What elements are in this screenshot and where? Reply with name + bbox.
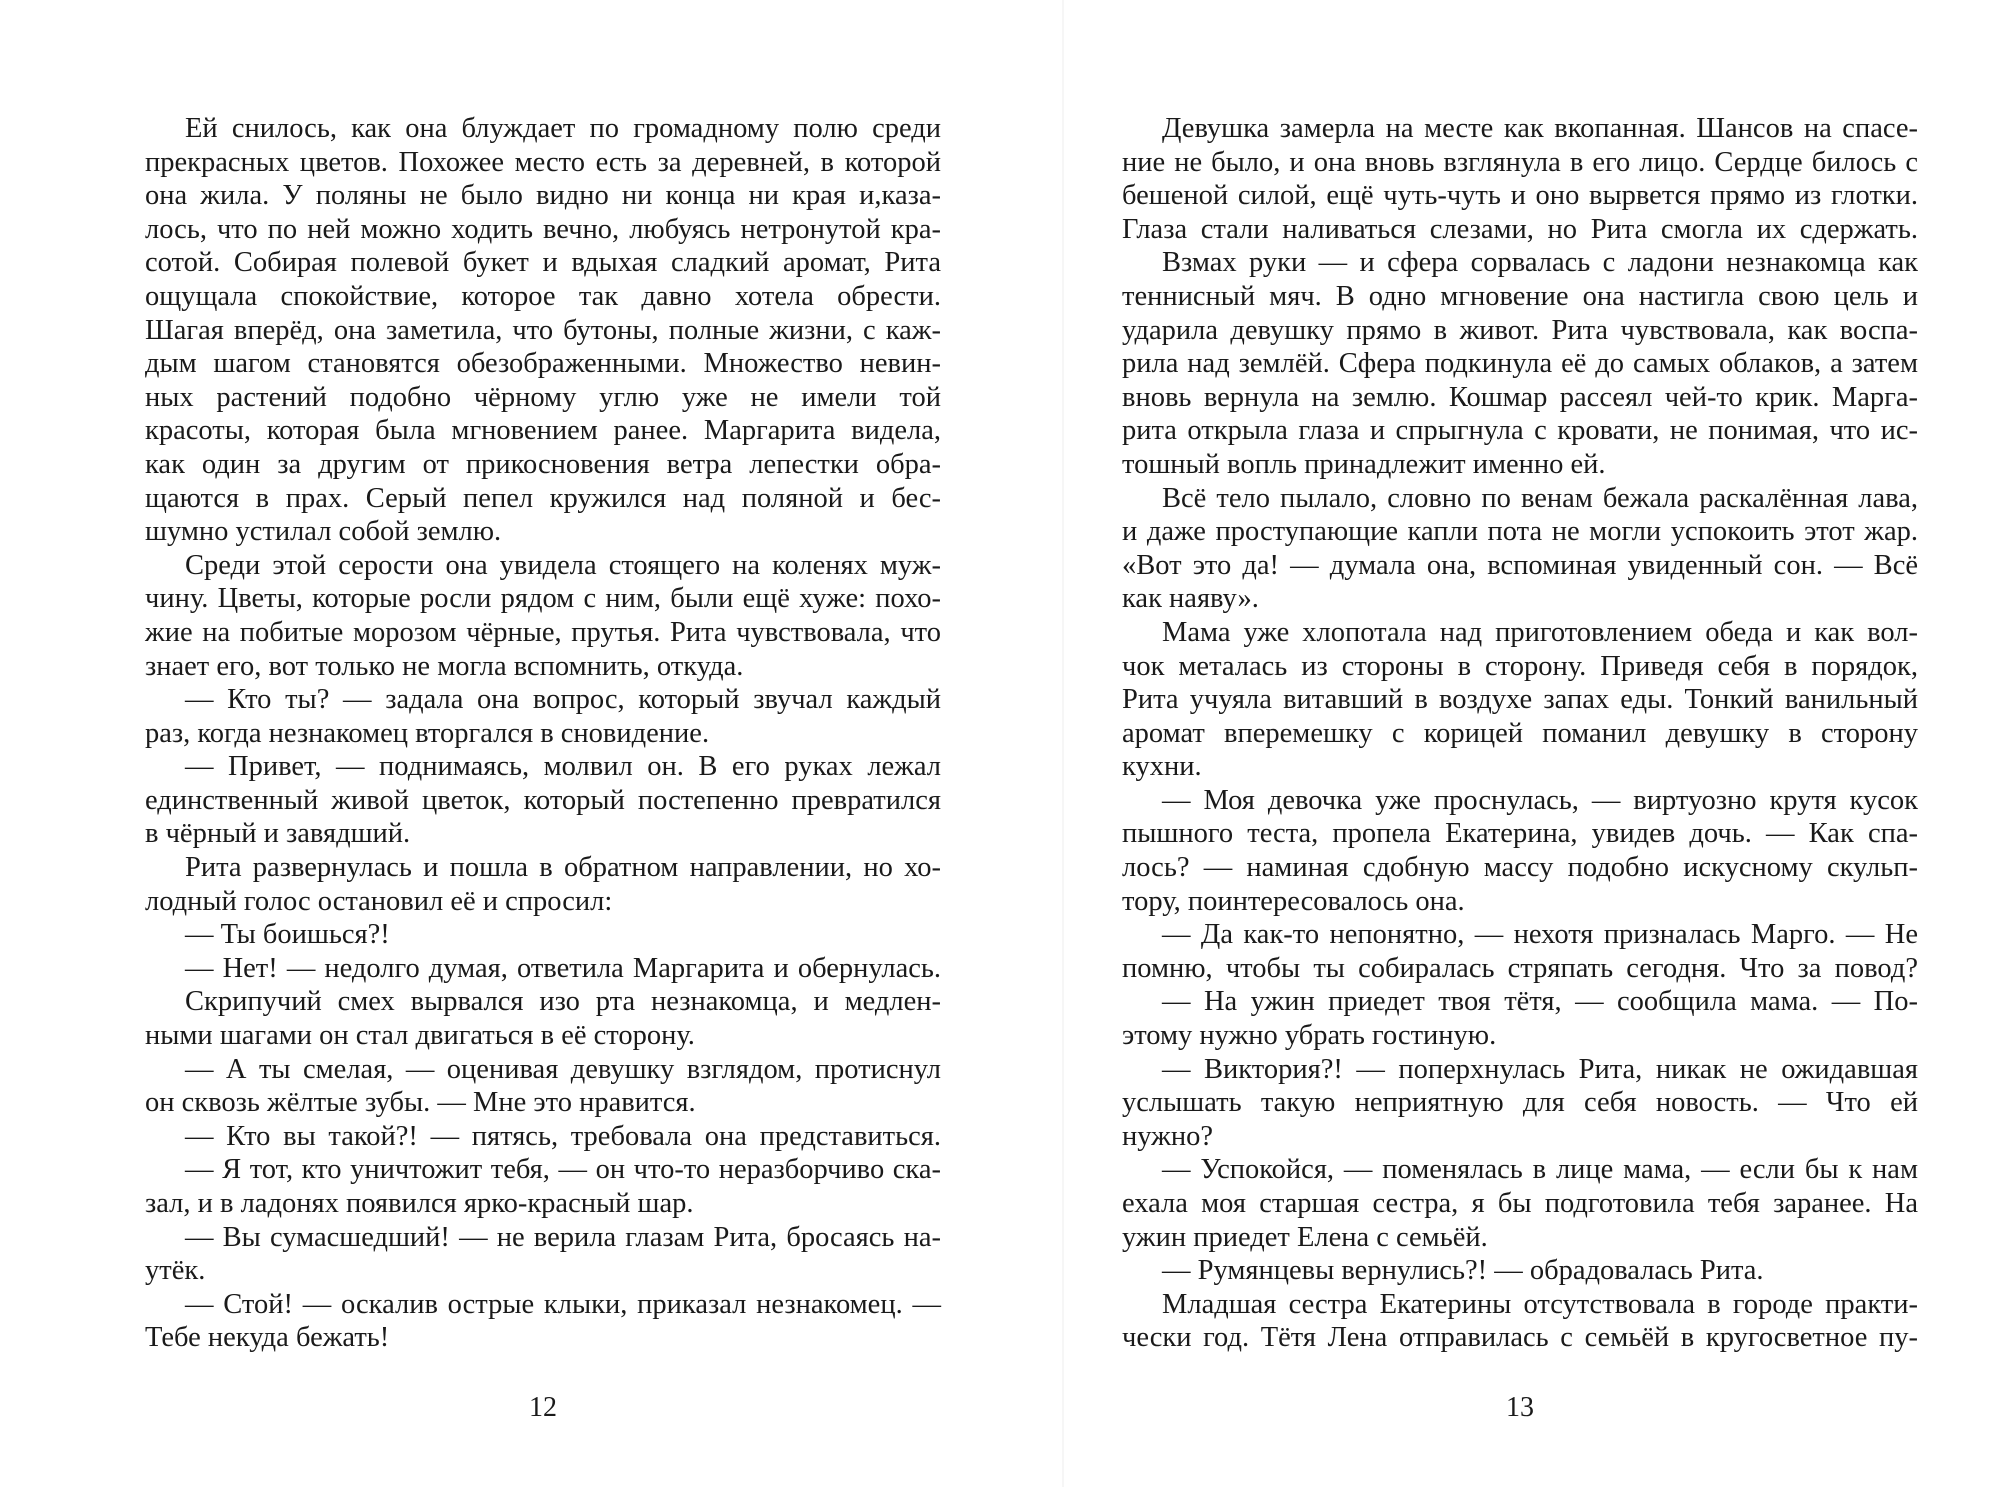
text-line: этому нужно убрать гостиную.	[1122, 1020, 1497, 1052]
text-line: Девушка замерла на месте как вкопанная. Шансов на спасе-	[1162, 113, 1918, 144]
text-line: чок металась из стороны в сторону. Приведя себя в порядок,	[1122, 650, 1918, 682]
text-line: Скрипучий смех вырвался изо рта незнакомца, и медлен-	[185, 986, 941, 1018]
text-line: Всё тело пылало, словно по венам бежала раскалённая лава,	[1162, 482, 1918, 514]
text-line: рила над землёй. Сфера подкинула её до самых облаков, а затем	[1122, 348, 1918, 380]
text-line: он сквозь жёлтые зубы. — Мне это нравится.	[145, 1087, 696, 1119]
text-line: чину. Цветы, которые росли рядом с ним, были ещё хуже: похо-	[145, 583, 941, 615]
text-line: Рита развернулась и пошла в обратном направлении, но хо-	[185, 852, 941, 884]
text-line: раз, когда незнакомец вторгался в сновидение.	[145, 717, 710, 749]
text-line: Ей снилось, как она блуждает по громадному полю среди	[185, 113, 941, 144]
text-line: — Стой! — оскалив острые клыки, приказал незнакомец. —	[185, 1288, 941, 1320]
text-line: — Моя девочка уже проснулась, — виртуозно крутя кусок	[1162, 784, 1918, 816]
text-line: Рита учуяла витавший в воздухе запах еды. Тонкий ванильный	[1122, 684, 1918, 716]
text-line: — Успокойся, — поменялась в лице мама, — если бы к нам	[1162, 1154, 1918, 1186]
text-line: жие на побитые морозом чёрные, прутья. Рита чувствовала, что	[145, 616, 941, 648]
text-line: Тебе некуда бежать!	[145, 1322, 390, 1354]
text-line: — Вы сумасшедший! — не верила глазам Рита, бросаясь на-	[185, 1221, 941, 1253]
text-line: ехала моя старшая сестра, я бы подготовила тебя заранее. На	[1122, 1188, 1918, 1219]
text-line: красоты, которая была мгновением ранее. Маргарита видела,	[145, 415, 941, 447]
left-page-number: 12	[529, 1392, 557, 1423]
text-line: — Ты боишься?!	[185, 919, 390, 951]
text-line: зал, и в ладонях появился ярко-красный шар.	[145, 1188, 694, 1219]
text-line: чески год. Тётя Лена отправилась с семьёй в кругосветное пу-	[1122, 1322, 1918, 1354]
text-line: Взмах руки — и сфера сорвалась с ладони незнакомца как	[1162, 247, 1918, 279]
text-line: ощущала спокойствие, которое так давно хотела обрести.	[145, 280, 941, 312]
text-line: лось? — наминая сдобную массу подобно искусному скульп-	[1122, 852, 1918, 884]
text-line: ужин приедет Елена с семьёй.	[1122, 1221, 1488, 1253]
text-line: тошный вопль принадлежит именно ей.	[1122, 448, 1606, 480]
text-line: — На ужин приедет твоя тётя, — сообщила мама. — По-	[1162, 986, 1918, 1018]
text-line: — Виктория?! — поперхнулась Рита, никак не ожидавшая	[1162, 1053, 1918, 1085]
text-line: лось, что по ней можно ходить вечно, любуясь нетронутой кра-	[145, 213, 941, 245]
text-line: ударила девушку прямо в живот. Рита чувствовала, как воспа-	[1122, 314, 1918, 346]
text-line: прекрасных цветов. Похожее место есть за деревней, в которой	[145, 146, 941, 178]
text-line: сотой. Собирая полевой букет и вдыхая сладкий аромат, Рита	[145, 247, 941, 279]
text-line: «Вот это да! — думала она, вспоминая увиденный сон. — Всё	[1122, 549, 1918, 581]
text-line: шумно устилал собой землю.	[145, 516, 502, 548]
text-line: щаются в прах. Серый пепел кружился над поляной и бес-	[145, 482, 941, 514]
text-line: теннисный мяч. В одно мгновение она настигла свою цель и	[1122, 280, 1918, 312]
text-line: ными шагами он стал двигаться в её сторону.	[145, 1020, 695, 1052]
right-page-number: 13	[1506, 1392, 1534, 1423]
text-line: Мама уже хлопотала над приготовлением обеда и как вол-	[1162, 616, 1918, 648]
text-line: вновь вернула на землю. Кошмар рассеял чей-то крик. Марга-	[1122, 381, 1918, 413]
text-line: как наяву».	[1122, 583, 1259, 615]
text-line: ние не было, и она вновь взглянула в его лицо. Сердце билось с	[1122, 146, 1918, 178]
text-line: лодный голос остановил её и спросил:	[145, 885, 613, 917]
text-line: в чёрный и завядший.	[145, 818, 411, 850]
text-line: Глаза стали наливаться слезами, но Рита смогла их сдержать.	[1122, 213, 1918, 245]
text-line: дым шагом становятся обезображенными. Множество невин-	[145, 348, 941, 380]
text-line: Младшая сестра Екатерины отсутствовала в городе практи-	[1162, 1288, 1918, 1320]
text-line: как один за другим от прикосновения ветра лепестки обра-	[145, 448, 941, 480]
text-line: — Кто ты? — задала она вопрос, который звучал каждый	[185, 684, 941, 716]
text-line: — Румянцевы вернулись?! — обрадовалась Рита.	[1162, 1255, 1764, 1287]
text-line: утёк.	[145, 1255, 206, 1287]
text-line: бешеной силой, ещё чуть-чуть и оно вырвется прямо из глотки.	[1122, 180, 1918, 212]
text-line: услышать такую неприятную для себя новость. — Что ей	[1122, 1087, 1918, 1119]
text-line: и даже проступающие капли пота не могли успокоить этот жар.	[1122, 516, 1918, 548]
text-line: — Нет! — недолго думая, ответила Маргарита и обернулась.	[185, 952, 941, 984]
text-line: Среди этой серости она увидела стоящего на коленях муж-	[185, 549, 941, 581]
text-line: она жила. У поляны не было видно ни конца ни края и,каза-	[145, 180, 941, 212]
text-line: тору, поинтересовалось она.	[1122, 885, 1465, 917]
text-line: Шагая вперёд, она заметила, что бутоны, полные жизни, с каж-	[145, 314, 941, 346]
text-line: кухни.	[1122, 751, 1202, 783]
text-line: помню, чтобы ты собиралась стряпать сегодня. Что за повод?	[1122, 952, 1918, 984]
text-line: аромат вперемешку с корицей поманил девушку в сторону	[1122, 717, 1918, 749]
text-line: — А ты смелая, — оценивая девушку взглядом, протиснул	[185, 1053, 941, 1085]
text-line: — Привет, — поднимаясь, молвил он. В его руках лежал	[185, 751, 941, 783]
left-page-text	[145, 112, 941, 1355]
right-page-text	[1122, 112, 1918, 1355]
text-line: рита открыла глаза и спрыгнула с кровати, не понимая, что ис-	[1122, 415, 1918, 447]
text-line: пышного теста, пропела Екатерина, увидев дочь. — Как спа-	[1122, 818, 1918, 850]
text-line: знает его, вот только не могла вспомнить, откуда.	[145, 650, 744, 682]
text-line: — Кто вы такой?! — пятясь, требовала она представиться.	[185, 1120, 941, 1152]
text-line: нужно?	[1122, 1120, 1213, 1152]
text-line: ных растений подобно чёрному углю уже не имели той	[145, 381, 941, 413]
text-line: — Да как-то непонятно, — нехотя призналась Марго. — Не	[1162, 919, 1918, 951]
book-gutter	[1062, 0, 1064, 1487]
text-line: единственный живой цветок, который постепенно превратился	[145, 784, 941, 816]
text-line: — Я тот, кто уничтожит тебя, — он что-то неразборчиво ска-	[185, 1154, 941, 1186]
